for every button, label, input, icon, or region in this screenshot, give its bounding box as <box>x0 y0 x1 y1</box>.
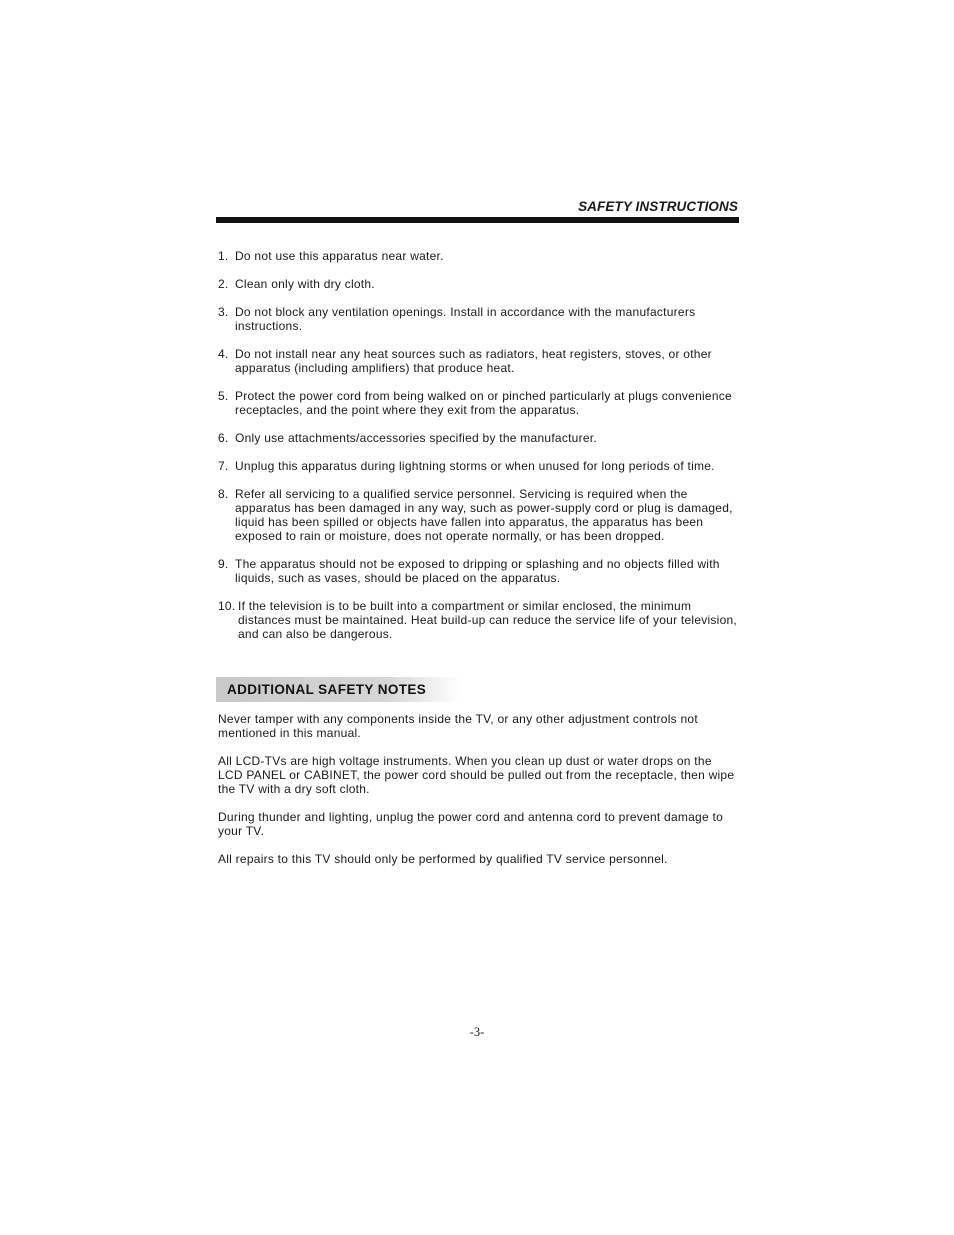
additional-notes-title: ADDITIONAL SAFETY NOTES <box>227 682 427 697</box>
instruction-number: 3. <box>218 305 229 319</box>
instruction-text: Do not use this apparatus near water. <box>235 249 444 263</box>
instruction-item <box>218 487 740 543</box>
instruction-number: 1. <box>218 249 229 263</box>
page-number: -3- <box>469 1025 485 1039</box>
instruction-number: 5. <box>218 389 229 403</box>
instruction-text: Protect the power cord from being walked on or pinched particularly at plugs convenience receptacles, and the point where they exit from the apparatus. <box>235 389 732 417</box>
instruction-number: 10. <box>218 599 236 613</box>
instruction-text: Clean only with dry cloth. <box>235 277 375 291</box>
instruction-item <box>218 557 740 585</box>
instruction-text: Only use attachments/accessories specified by the manufacturer. <box>235 431 597 445</box>
instruction-number: 9. <box>218 557 229 571</box>
instruction-number: 8. <box>218 487 229 501</box>
instruction-item <box>218 599 740 641</box>
instruction-item <box>218 459 740 473</box>
instruction-item <box>218 389 740 417</box>
instruction-text: Refer all servicing to a qualified service personnel. Servicing is required when the apparatus has been damaged in any way, such as power-supply cord or plug is damaged, liquid has been spilled or objects have fallen into apparatus, the apparatus has been exposed to rain or moisture, does not operate normally, or has been dropped. <box>235 487 733 543</box>
additional-notes-header <box>216 677 460 702</box>
header-rule <box>216 217 739 223</box>
instruction-number: 2. <box>218 277 229 291</box>
instruction-text: The apparatus should not be exposed to dripping or splashing and no objects filled with liquids, such as vases, should be placed on the apparatus. <box>235 557 720 585</box>
safety-note: Never tamper with any components inside the TV, or any other adjustment controls not mentioned in this manual. <box>218 712 698 740</box>
instruction-number: 6. <box>218 431 229 445</box>
additional-notes-list <box>218 712 740 880</box>
safety-note: All LCD-TVs are high voltage instruments. When you clean up dust or water drops on the LCD PANEL or CABINET, the power cord should be pulled out from the receptacle, then wipe the TV with a dry soft cloth. <box>218 754 735 796</box>
page-header-title: SAFETY INSTRUCTIONS <box>578 199 738 214</box>
safety-note: All repairs to this TV should only be performed by qualified TV service personnel. <box>218 852 668 866</box>
instruction-text: Do not install near any heat sources such as radiators, heat registers, stoves, or other apparatus (including amplifiers) that produce heat. <box>235 347 712 375</box>
instruction-text: If the television is to be built into a compartment or similar enclosed, the minimum distances must be maintained. Heat build-up can reduce the service life of your television, and can also be dangerous. <box>238 599 738 641</box>
instruction-item <box>218 305 740 333</box>
instruction-number: 4. <box>218 347 229 361</box>
instruction-item <box>218 277 740 291</box>
instruction-number: 7. <box>218 459 229 473</box>
safety-note: During thunder and lighting, unplug the power cord and antenna cord to prevent damage to your TV. <box>218 810 723 838</box>
instruction-item <box>218 249 740 263</box>
safety-instructions-list <box>218 249 740 655</box>
instruction-item <box>218 347 740 375</box>
instruction-item <box>218 431 740 445</box>
instruction-text: Unplug this apparatus during lightning storms or when unused for long periods of time. <box>235 459 715 473</box>
instruction-text: Do not block any ventilation openings. Install in accordance with the manufacturers instructions. <box>235 305 696 333</box>
